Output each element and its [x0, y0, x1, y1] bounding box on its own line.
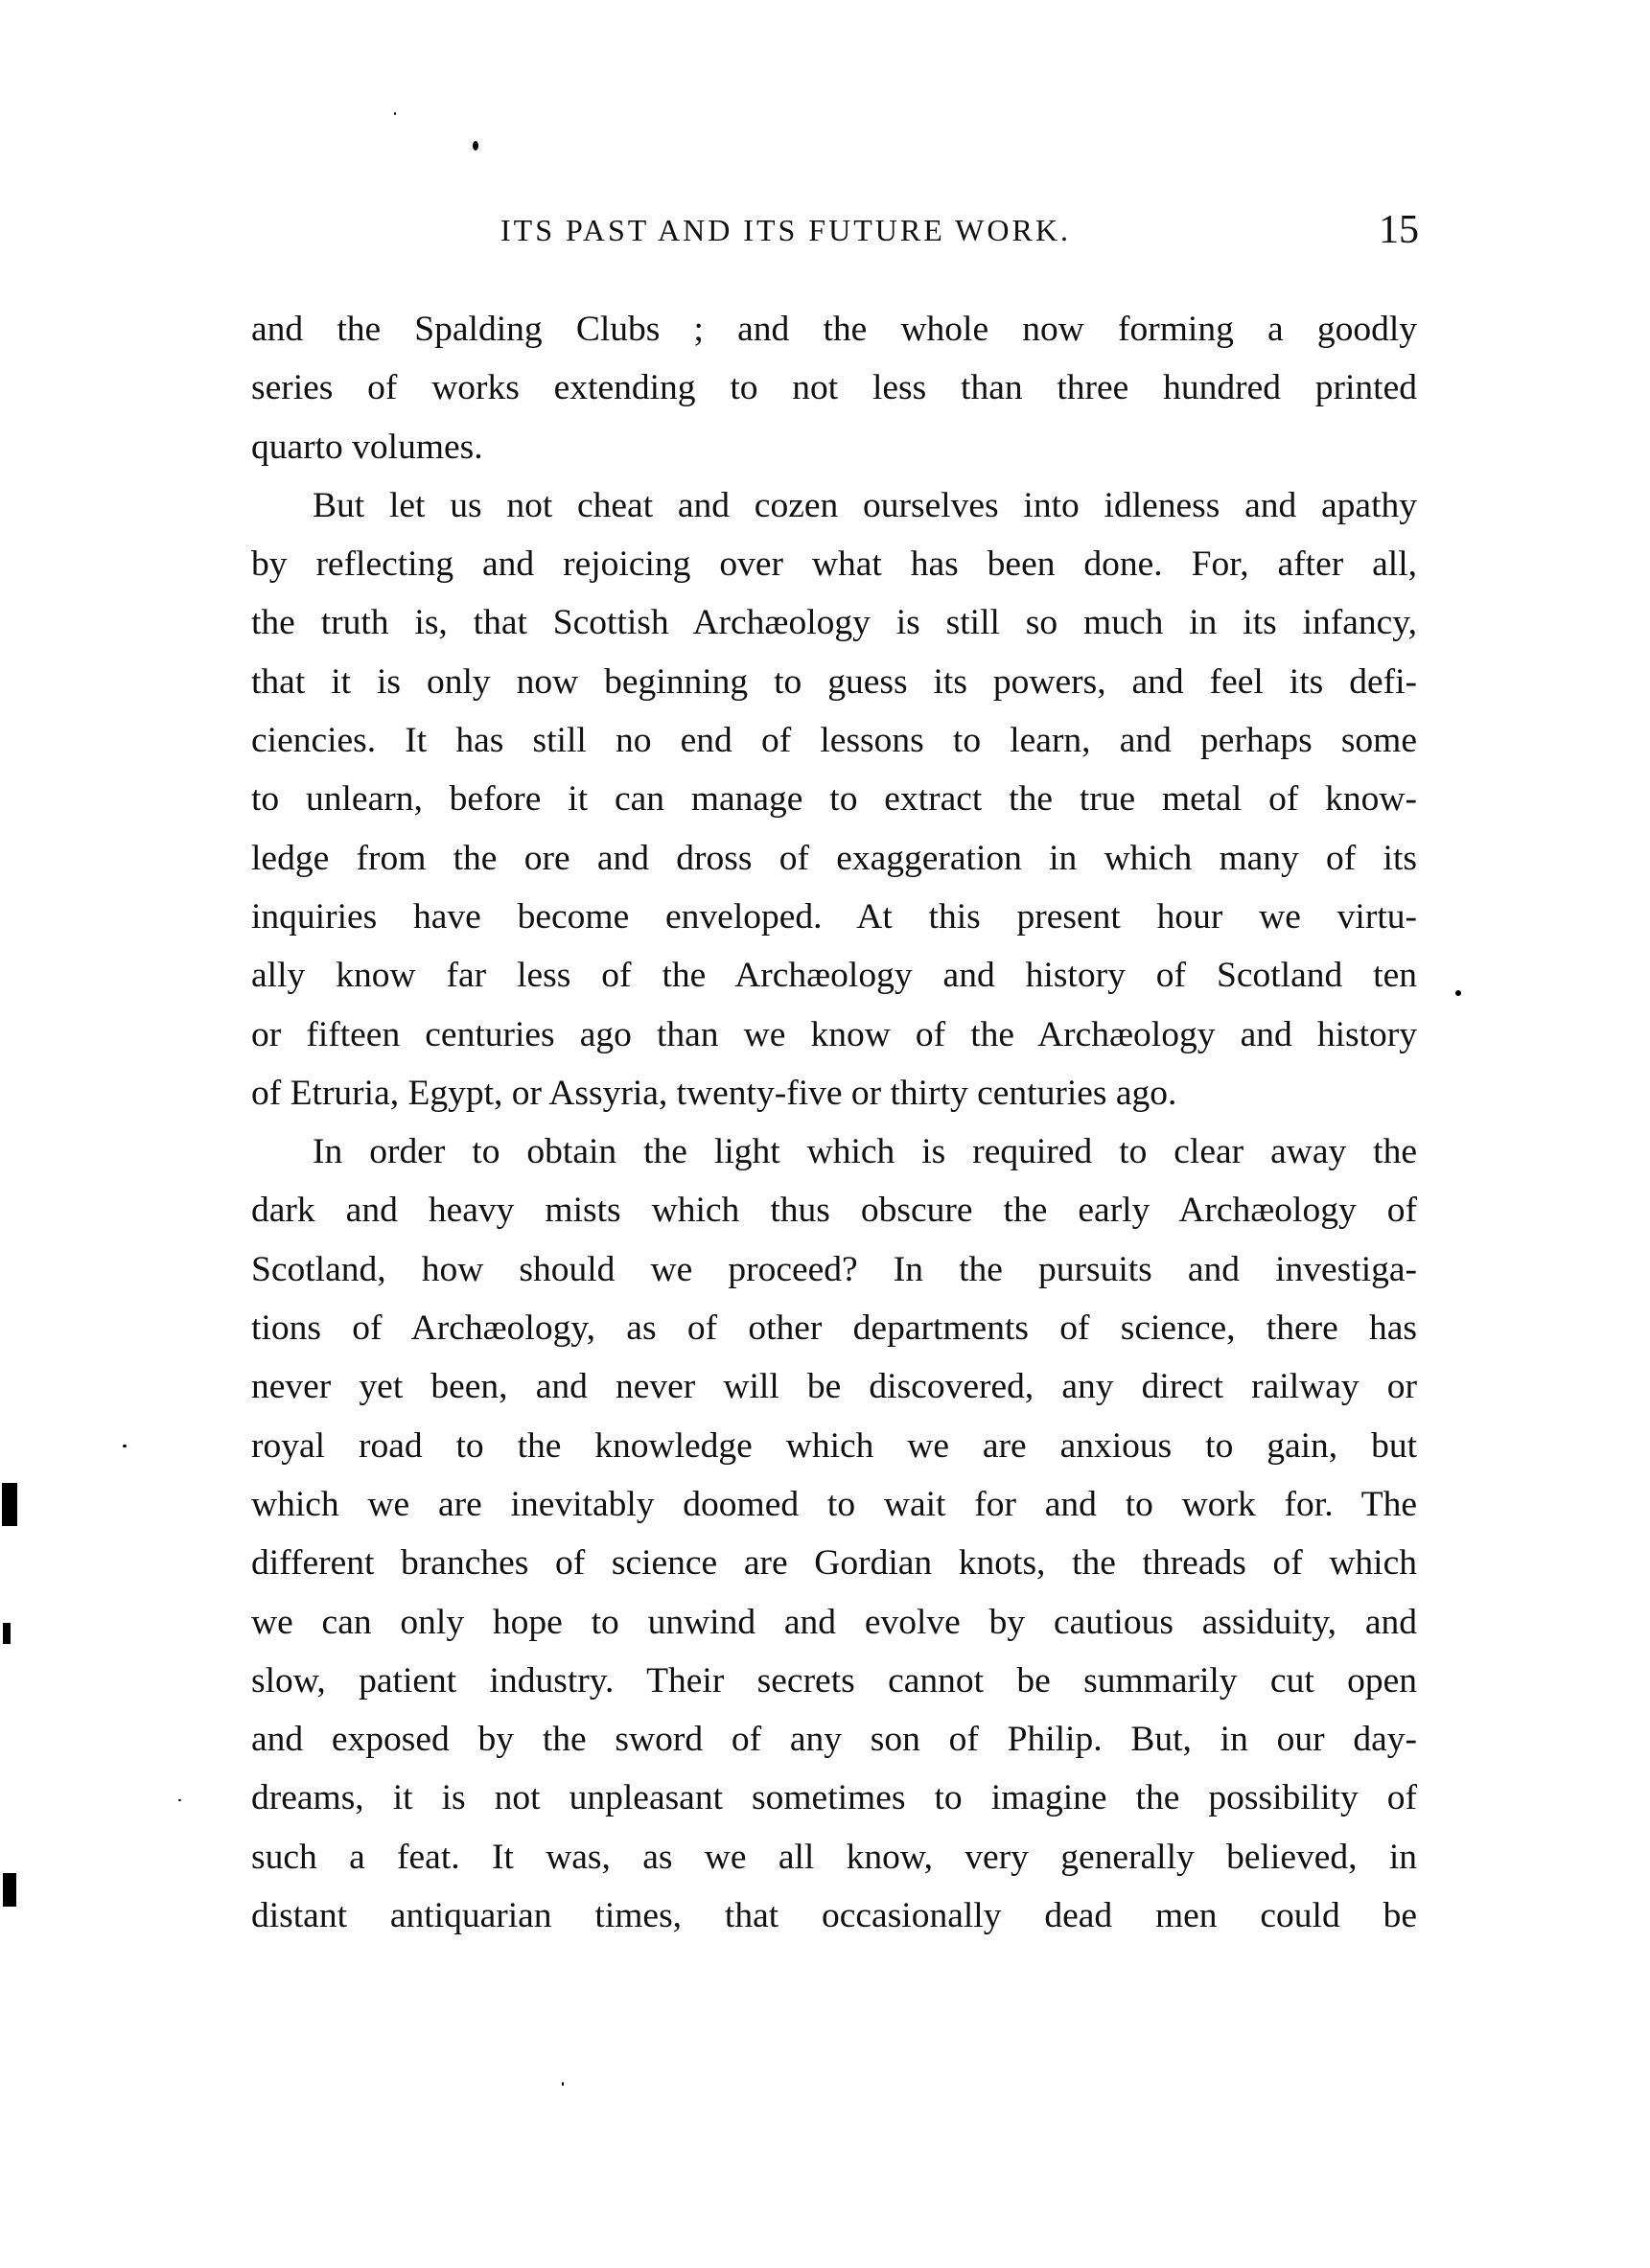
- text-line: slow, patient industry. Their secrets cannot be summarily cut open: [251, 1660, 1417, 1701]
- text-line: royal road to the knowledge which we are anxious to gain, but: [251, 1425, 1417, 1466]
- text-line: ciencies. It has still no end of lessons to learn, and perhaps some: [251, 721, 1417, 761]
- paragraph: [251, 300, 1417, 476]
- text-line: ledge from the ore and dross of exaggeration in which many of its: [251, 838, 1417, 878]
- scan-speck: [394, 112, 396, 115]
- text-line: and exposed by the sword of any son of Philip. But, in our day-: [251, 1720, 1417, 1760]
- text-line: and the Spalding Clubs ; and the whole now forming a goodly: [251, 310, 1417, 349]
- text-line: which we are inevitably doomed to wait for and to work for. The: [251, 1484, 1417, 1524]
- running-head: [251, 203, 1419, 257]
- scan-speck: [562, 2082, 564, 2086]
- scan-edge-mark: [3, 1873, 16, 1907]
- text-line: that it is only now beginning to guess its powers, and feel its defi-: [251, 661, 1417, 702]
- scan-speck: [123, 1445, 127, 1447]
- text-line: by reflecting and rejoicing over what has been done. For, after all,: [251, 544, 1417, 585]
- text-line: to unlearn, before it can manage to extract the true metal of know-: [251, 779, 1417, 820]
- body-text: [251, 300, 1417, 1945]
- text-line: But let us not cheat and cozen ourselves into idleness and apathy: [313, 485, 1417, 525]
- text-line: Scotland, how should we proceed? In the pursuits and investiga-: [251, 1249, 1417, 1289]
- text-line: quarto volumes.: [251, 427, 483, 467]
- text-line: inquiries have become enveloped. At this present hour we virtu-: [251, 896, 1417, 937]
- text-line: the truth is, that Scottish Archæology is still so much in its infancy,: [251, 603, 1417, 643]
- text-line: ally know far less of the Archæology and history of Scotland ten: [251, 956, 1417, 996]
- scan-speck: [473, 141, 478, 150]
- text-line: we can only hope to unwind and evolve by cautious assiduity, and: [251, 1602, 1417, 1642]
- scan-edge-mark: [3, 1623, 11, 1644]
- text-line: In order to obtain the light which is required to clear away the: [313, 1132, 1417, 1172]
- text-line: tions of Archæology, as of other departments of science, there has: [251, 1308, 1417, 1349]
- text-line: dreams, it is not unpleasant sometimes to imagine the possibility of: [251, 1778, 1417, 1818]
- text-line: distant antiquarian times, that occasionally dead men could be: [251, 1896, 1417, 1936]
- scan-speck: [178, 1799, 181, 1801]
- paragraph: [251, 476, 1417, 1122]
- scan-edge-mark: [2, 1483, 17, 1526]
- text-line: never yet been, and never will be discovered, any direct railway or: [251, 1367, 1417, 1407]
- text-line: such a feat. It was, as we all know, very generally believed, in: [251, 1837, 1417, 1877]
- paragraph: [251, 1122, 1417, 1945]
- scan-speck: [1455, 990, 1461, 996]
- text-line: or fifteen centuries ago than we know of the Archæology and history: [251, 1014, 1417, 1054]
- running-title: ITS PAST AND ITS FUTURE WORK.: [500, 213, 1071, 247]
- page-number: 15: [1379, 208, 1419, 252]
- text-line: different branches of science are Gordian knots, the threads of which: [251, 1543, 1417, 1584]
- text-line: dark and heavy mists which thus obscure the early Archæology of: [251, 1191, 1417, 1231]
- text-line: of Etruria, Egypt, or Assyria, twenty-five or thirty centuries ago.: [251, 1073, 1177, 1113]
- text-line: series of works extending to not less than three hundred printed: [251, 368, 1417, 408]
